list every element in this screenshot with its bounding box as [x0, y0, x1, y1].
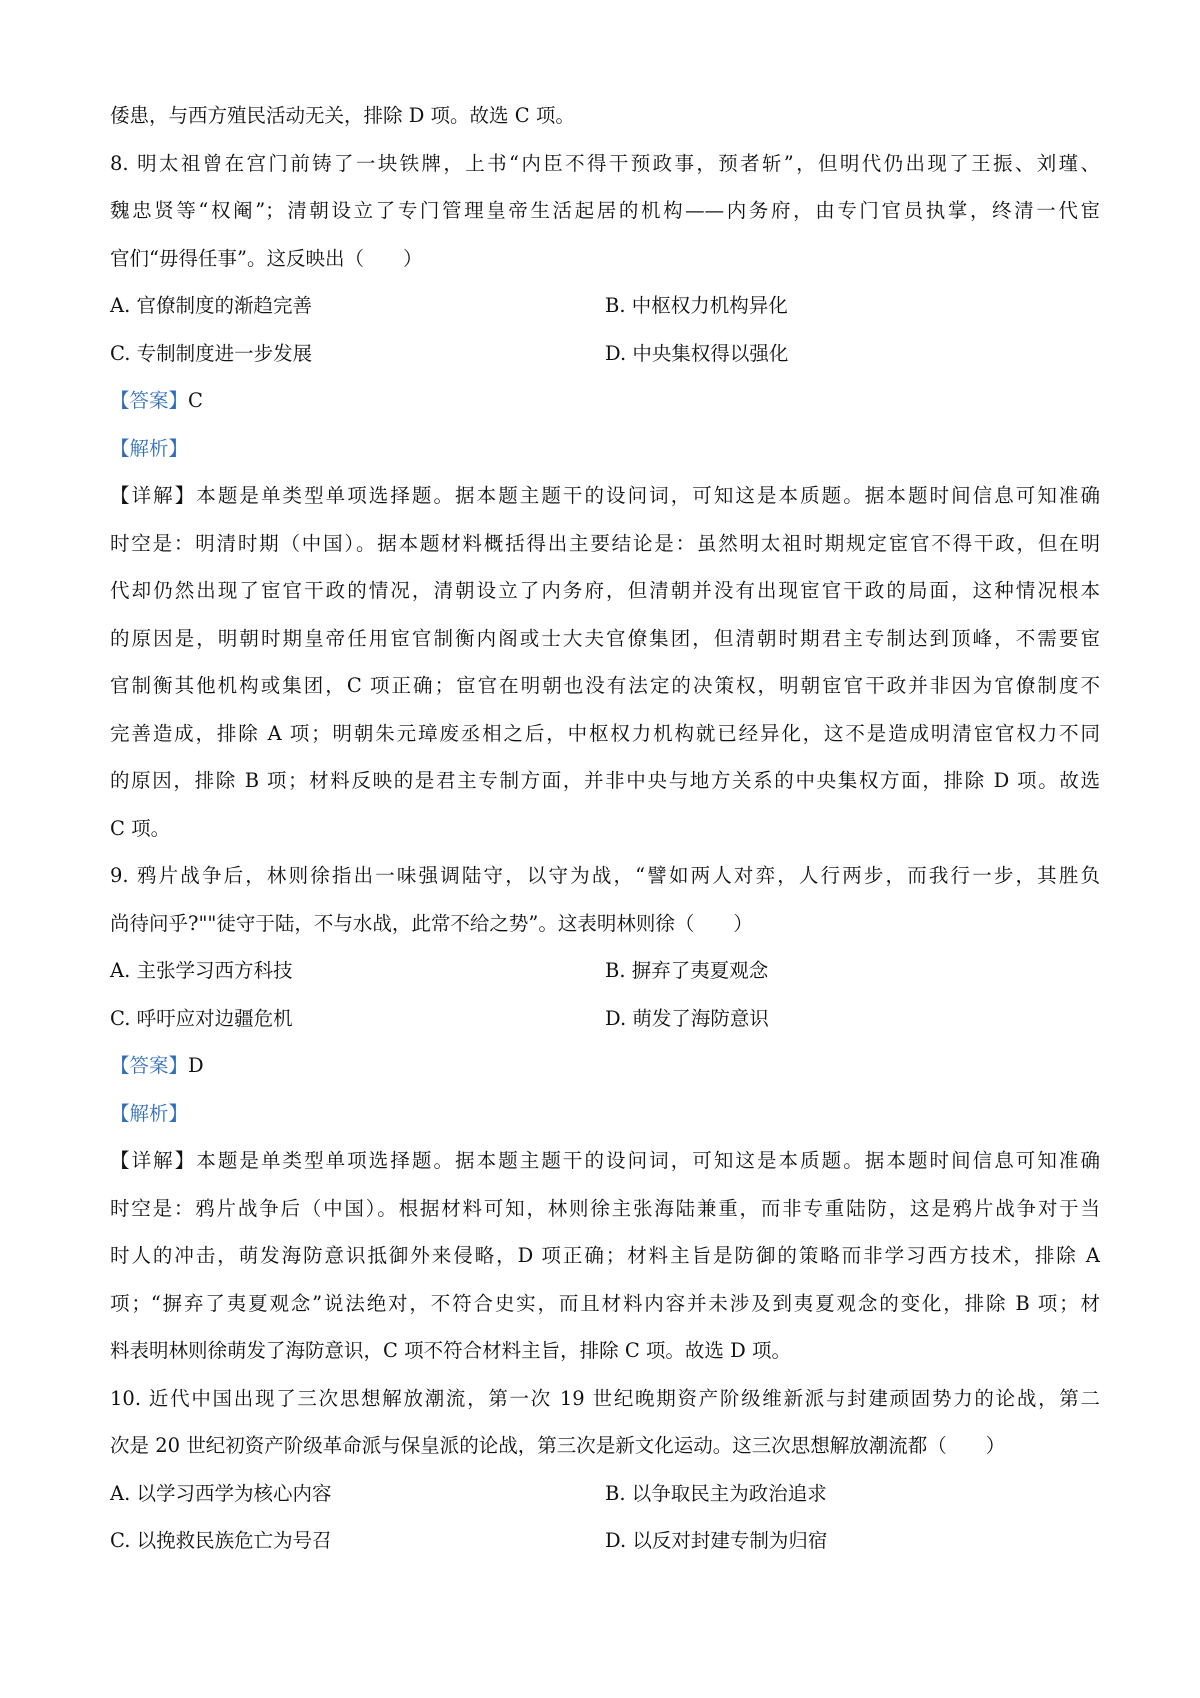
text-line: 倭患，与西方殖民活动无关，排除 D 项。故选 C 项。 [110, 104, 575, 127]
answer-value: D [188, 1054, 204, 1077]
text-line: 代却仍然出现了宦官干政的情况，清朝设立了内务府，但清朝并没有出现宦官干政的局面，这种情况根本 [110, 579, 1100, 602]
question-stem [110, 140, 1100, 283]
text-line: 次是 20 世纪初资产阶级革命派与保皇派的论战，第三次是新文化运动。这三次思想解放潮流都（ ） [110, 1434, 1006, 1457]
text-line [110, 1137, 1100, 1185]
question-10 [110, 1375, 1100, 1565]
text-line: 9. 鸦片战争后，林则徐指出一味强调陆守，以守为战，“譬如两人对弈，人行两步，而我行一步，其胜负 [110, 864, 1100, 887]
option-a: A. 官僚制度的渐趋完善 [110, 294, 312, 317]
answer-label: 【答案】 [110, 389, 189, 412]
text-line: 魏忠贤等“权阉”；清朝设立了专门管理皇帝生活起居的机构——内务府，由专门官员执掌，终清一代宦 [110, 199, 1100, 222]
text-line: 料表明林则徐萌发了海防意识，C 项不符合材料主旨，排除 C 项。故选 D 项。 [110, 1339, 791, 1362]
options-row [110, 282, 1100, 330]
detail-paragraph [110, 472, 1100, 852]
options-row [110, 330, 1100, 378]
option-a: A. 主张学习西方科技 [110, 959, 293, 982]
option-c: C. 以挽救民族危亡为号召 [110, 1529, 332, 1552]
option-b: B. 摒弃了夷夏观念 [605, 959, 769, 982]
text-line: 项；“摒弃了夷夏观念”说法绝对，不符合史实，而且材料内容并未涉及到夷夏观念的变化，排除 B 项；材 [110, 1291, 1100, 1315]
option-d: D. 中央集权得以强化 [605, 341, 789, 365]
text-line [110, 472, 1100, 520]
analysis-label: 【解析】 [110, 436, 189, 460]
detail-paragraph [110, 1137, 1100, 1375]
text-line: 10. 近代中国出现了三次思想解放潮流，第一次 19 世纪晚期资产阶级维新派与封建顽固势力的论战，第二 [110, 1386, 1100, 1410]
option-b: B. 中枢权力机构异化 [605, 294, 788, 317]
text-line: 时空是：明清时期（中国）。据本题材料概括得出主要结论是：虽然明太祖时期规定宦官不得干政，但在明 [110, 531, 1100, 555]
document-page [110, 92, 1100, 1565]
answer-value: C [188, 389, 203, 412]
text-line: 官制衡其他机构或集团，C 项正确；宦官在明朝也没有法定的决策权，明朝宦官干政并非因为官僚制度不 [110, 674, 1100, 697]
option-b: B. 以争取民主为政治追求 [605, 1481, 827, 1505]
intro-paragraph [110, 92, 1100, 140]
text-line: 官们“毋得任事”。这反映出（ ） [110, 246, 423, 270]
option-c: C. 呼吁应对边疆危机 [110, 1006, 293, 1030]
option-d: D. 以反对封建专制为归宿 [605, 1529, 828, 1552]
analysis-label: 【解析】 [110, 1101, 189, 1125]
detail-label: 【详解】 [110, 1149, 197, 1172]
options-row [110, 1517, 1100, 1565]
option-c: C. 专制制度进一步发展 [110, 341, 313, 365]
text-line: 的原因是，明朝时期皇帝任用宦官制衡内阁或士大夫官僚集团，但清朝时期君主专制达到顶峰，不需要宦 [110, 626, 1100, 650]
question-stem [110, 1375, 1100, 1470]
question-8 [110, 140, 1100, 853]
answer-line [110, 1042, 1100, 1090]
text-line: 的原因，排除 B 项；材料反映的是君主专制方面，并非中央与地方关系的中央集权方面，排除 D 项。故选 [110, 769, 1100, 792]
detail-text: 本题是单类型单项选择题。据本题主题干的设问词，可知这是本质题。据本题时间信息可知准确 [196, 1149, 1100, 1172]
answer-label: 【答案】 [110, 1054, 189, 1077]
analysis-line [110, 1090, 1100, 1138]
options-row [110, 1470, 1100, 1518]
text-line: 完善造成，排除 A 项；明朝朱元璋废丞相之后，中枢权力机构就已经异化，这不是造成明清宦官权力不同 [110, 721, 1100, 745]
answer-line [110, 377, 1100, 425]
question-stem [110, 852, 1100, 947]
detail-text: 本题是单类型单项选择题。据本题主题干的设问词，可知这是本质题。据本题时间信息可知准确 [196, 484, 1100, 507]
text-line: 尚待问乎?""徒守于陆，不与水战，此常不给之势”。这表明林则徐（ ） [110, 911, 753, 935]
text-line: 8. 明太祖曾在宫门前铸了一块铁牌，上书“内臣不得干预政事，预者斩”，但明代仍出现了王振、刘瑾、 [110, 151, 1100, 175]
option-a: A. 以学习西学为核心内容 [110, 1481, 332, 1505]
detail-label: 【详解】 [110, 484, 197, 507]
text-line: 时空是：鸦片战争后（中国）。根据材料可知，林则徐主张海陆兼重，而非专重陆防，这是鸦片战争对于当 [110, 1196, 1100, 1220]
analysis-line [110, 425, 1100, 473]
question-9 [110, 852, 1100, 1375]
text-line: C 项。 [110, 816, 171, 840]
option-d: D. 萌发了海防意识 [605, 1006, 769, 1030]
text-line: 时人的冲击，萌发海防意识抵御外来侵略，D 项正确；材料主旨是防御的策略而非学习西方技术，排除 A [110, 1244, 1100, 1267]
options-row [110, 947, 1100, 995]
options-row [110, 995, 1100, 1043]
